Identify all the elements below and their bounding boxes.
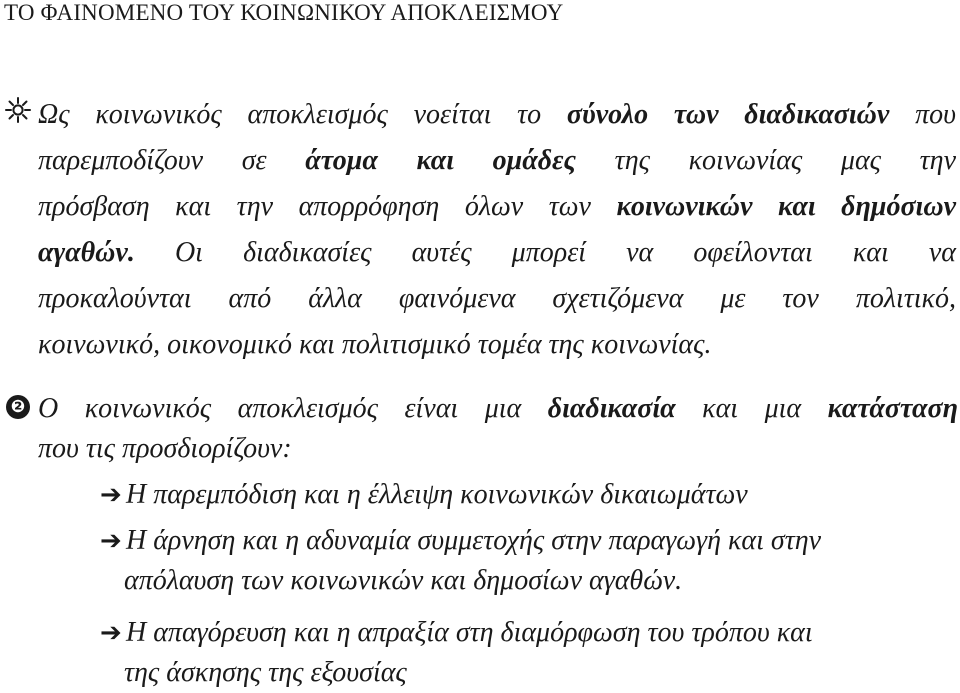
paragraph-line bbox=[38, 233, 956, 279]
arrow-right-icon: ➔ bbox=[100, 618, 122, 648]
bold-text-run: σύνολο των διαδικασιών bbox=[566, 99, 890, 130]
paragraph-definition bbox=[38, 95, 956, 371]
text-run: της κοινωνίας μας την bbox=[576, 145, 956, 176]
text-run: πρόσβαση και την απορρόφηση όλων των bbox=[38, 191, 617, 222]
list-item-continuation: απόλαυση των κοινωνικών και δημοσίων αγαθών. bbox=[124, 565, 683, 596]
list-item bbox=[100, 521, 821, 601]
list-item bbox=[100, 475, 748, 515]
list-item-continuation: της άσκησης της εξουσίας bbox=[124, 657, 407, 688]
text-run: Οι διαδικασίες αυτές μπορεί να οφείλονται και να bbox=[134, 237, 956, 268]
paragraph-line bbox=[38, 187, 956, 233]
bold-text-run: κοινωνικών και δημόσιων bbox=[616, 191, 956, 222]
paragraph-line bbox=[38, 95, 956, 141]
page-title: ΤΟ ΦΑΙΝΟΜΕΝΟ ΤΟΥ ΚΟΙΝΩΝΙΚΟΥ ΑΠΟΚΛΕΙΣΜΟΥ bbox=[4, 0, 564, 25]
bold-text-run: διαδικασία bbox=[547, 393, 676, 424]
sun-icon bbox=[4, 96, 32, 124]
bold-text-run: κατάσταση bbox=[827, 393, 958, 424]
text-run: και μια bbox=[675, 393, 828, 424]
paragraph-line bbox=[38, 141, 956, 187]
paragraph-process bbox=[38, 391, 958, 471]
list-item-text: Η παρεμπόδιση και η έλλειψη κοινωνικών δικαιωμάτων bbox=[126, 479, 748, 510]
paragraph-line bbox=[38, 391, 958, 431]
list-item-text: Η άρνηση και η αδυναμία συμμετοχής στην παραγωγή και στην bbox=[126, 525, 822, 556]
text-run: Ως κοινωνικός αποκλεισμός νοείται το bbox=[38, 99, 567, 130]
paragraph-line: που τις προσδιορίζουν: bbox=[38, 433, 292, 464]
arrow-right-icon: ➔ bbox=[100, 526, 122, 556]
arrow-right-icon: ➔ bbox=[100, 480, 122, 510]
bold-text-run: άτομα και ομάδες bbox=[305, 145, 577, 176]
list-item bbox=[100, 613, 813, 693]
text-run: παρεμποδίζουν σε bbox=[38, 145, 306, 176]
list-item-text: Η απαγόρευση και η απραξία στη διαμόρφωση του τρόπου και bbox=[126, 617, 813, 648]
paragraph-line: προκαλούνται από άλλα φαινόμενα σχετιζόμενα με τον πολιτικό, bbox=[38, 283, 956, 314]
number-two-icon: ❷ bbox=[6, 395, 30, 419]
text-run: Ο κοινωνικός αποκλεισμός είναι μια bbox=[38, 393, 548, 424]
bold-text-run: αγαθών. bbox=[38, 237, 135, 268]
text-run: που bbox=[889, 99, 956, 130]
paragraph-line: κοινωνικό, οικονομικό και πολιτισμικό τομέα της κοινωνίας. bbox=[38, 329, 712, 360]
